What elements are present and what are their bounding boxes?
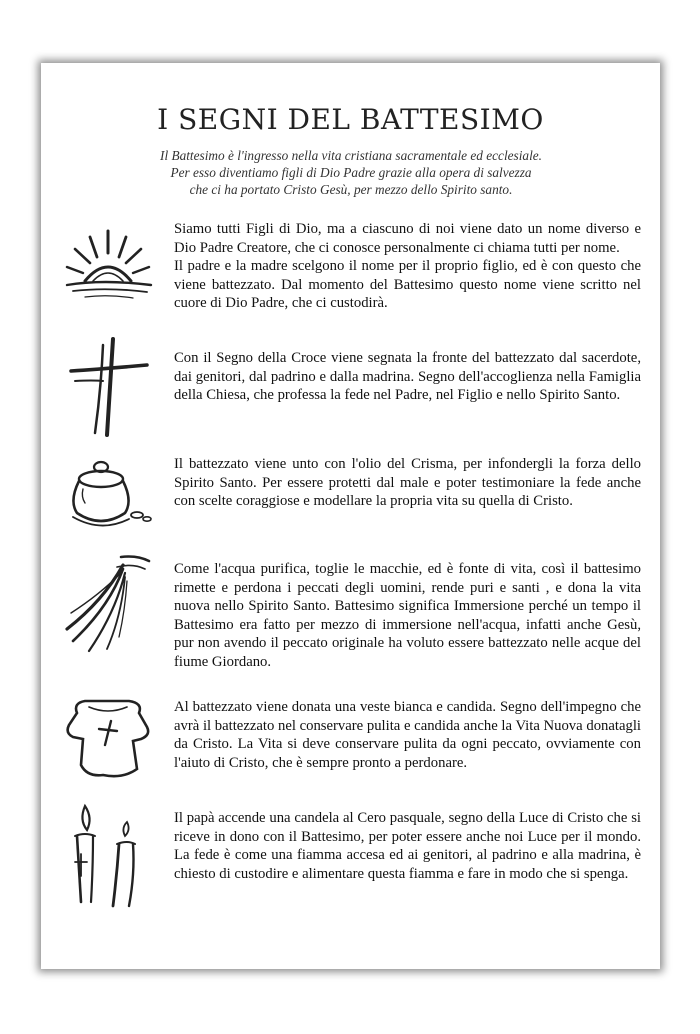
sunrise-icon xyxy=(63,223,153,313)
paragraph: Al battezzato viene donata una veste bianca e candida. Segno dell'impegno che avrà il battezzato nel conservare pulita e candida anche la Vita Nuova donatagli da Cristo. La Vita si deve conservare pulita da ogni peccato, ovviamente con l'aiuto di Cristo, che è sempre pronto a perdonare. xyxy=(174,699,642,771)
section-text xyxy=(174,455,641,511)
oil-jar-icon xyxy=(63,453,153,543)
paragraph: Siamo tutti Figli di Dio, ma a ciascuno di noi viene dato un nome diverso e Dio Padre Creatore, che ci conosce personalmente ci chiama tutti per nome. xyxy=(174,221,641,256)
intro-line: Il Battesimo è l'ingresso nella vita cristiana sacramentale ed ecclesiale. xyxy=(160,148,542,163)
paragraph: Con il Segno della Croce viene segnata la fronte del battezzato dal sacerdote, dai genitori, dal padrino e dalla madrina. Segno dell'accoglienza nella Famiglia della Chiesa, che professa la fede nel Padre, nel Figlio e nello Spirito Santo. xyxy=(174,350,641,404)
water-icon xyxy=(63,551,153,655)
section-text xyxy=(174,560,641,672)
paragraph: Il battezzato viene unto con l'olio del Crisma, per infondergli la forza dello Spirito Santo. Per essere protetti dal male e poter testimoniare la fede anche con scelte coraggiose e modellare la propria vita su quella di Cristo. xyxy=(174,456,641,510)
paragraph: Come l'acqua purifica, toglie le macchie, ed è fonte di vita, così il battesimo rimette e perdona i peccati degli uomini, rende puri e santi , e dona la vita nuova nello Spirito Santo. Battesimo significa Immersione perché un tempo il Battesimo era fatto per mezzo di immersione nell'acqua, infatti anche Gesù, pur non avendo il peccato originale ha voluto essere battezzato nelle acque del fiume Giordano. xyxy=(174,561,641,670)
white-garment-icon xyxy=(63,691,153,781)
section-text xyxy=(174,809,641,883)
intro-line: Per esso diventiamo figli di Dio Padre grazie alla opera di salvezza xyxy=(170,165,532,180)
candle-icon xyxy=(63,798,153,908)
section-text xyxy=(174,220,641,313)
intro-text xyxy=(71,147,631,198)
paragraph: Il padre e la madre scelgono il nome per il proprio figlio, ed è con questo che viene battezzato. Dal momento del Battesimo questo nome viene scritto nel cuore di Dio Padre, che ci custodirà. xyxy=(174,258,641,312)
intro-line: che ci ha portato Cristo Gesù, per mezzo dello Spirito santo. xyxy=(189,182,513,197)
paragraph: Il papà accende una candela al Cero pasquale, segno della Luce di Cristo che si riceve in dono con il Battesimo, per poter essere anche noi Luce per il mondo. La fede è come una fiamma accesa ed ai genitori, al padrino e alla madrina, è chiesto di custodire e alimentare questa fiamma e fare in modo che si spenga. xyxy=(174,810,641,882)
section-text xyxy=(174,698,641,772)
cross-icon xyxy=(63,335,153,435)
section-text xyxy=(174,349,641,405)
document-page xyxy=(41,63,660,969)
page-title: I SEGNI DEL BATTESIMO xyxy=(157,103,544,136)
